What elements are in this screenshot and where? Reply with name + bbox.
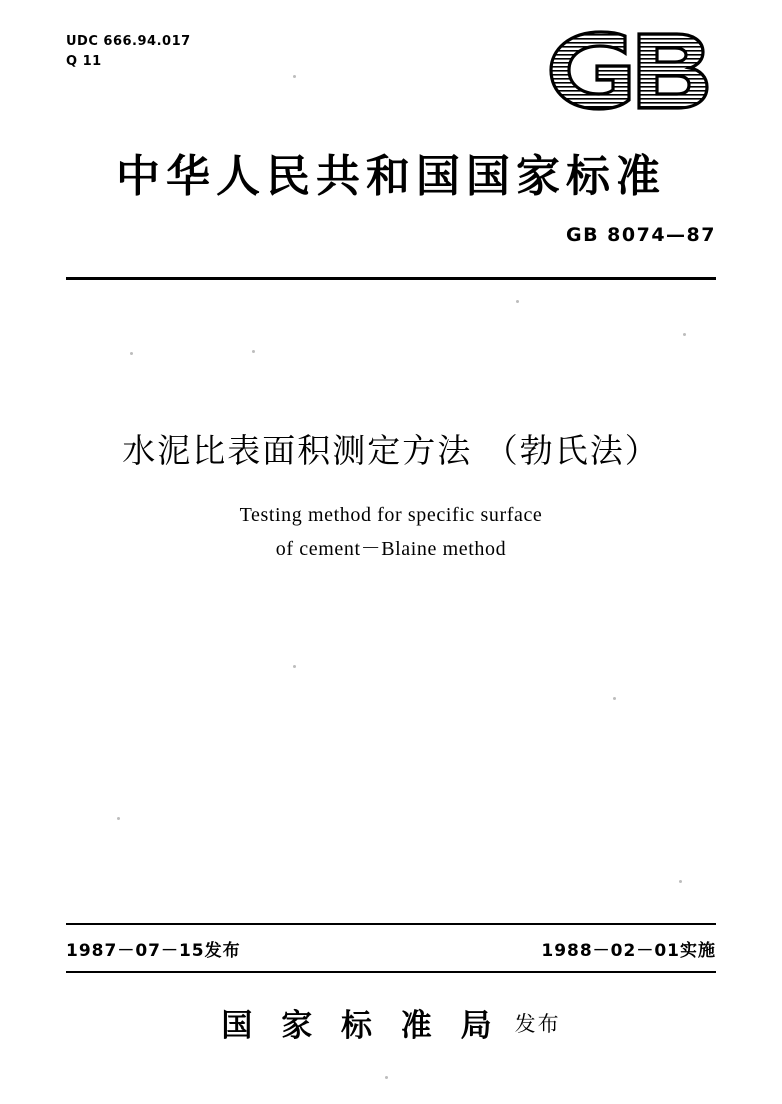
udc-code: UDC 666.94.017 (66, 34, 191, 49)
publisher-line (0, 1000, 782, 1045)
scan-speck (516, 300, 519, 303)
scan-speck (683, 333, 686, 336)
document-title-en (0, 498, 782, 566)
document-title-en-line1: Testing method for specific surface (239, 504, 543, 526)
scan-speck (679, 880, 682, 883)
footer-divider-bottom (66, 971, 716, 973)
authority-title: 中华人民共和国国家标准 (116, 151, 666, 202)
header-divider (66, 277, 716, 280)
scan-speck (293, 665, 296, 668)
footer-divider-top (66, 923, 716, 925)
scan-speck (130, 352, 133, 355)
document-title-cn: 水泥比表面积测定方法 （勃氏法） (122, 431, 660, 470)
issue-date: 1987－07－15发布 (66, 941, 241, 961)
publisher-verb: 发布 (514, 1011, 561, 1036)
scan-speck (117, 817, 120, 820)
scan-speck (613, 697, 616, 700)
document-title-en-line2: of cement－Blaine method (275, 538, 507, 560)
effective-date: 1988－02－01实施 (541, 941, 716, 961)
publisher-organization: 国 家 标 准 局 (221, 1008, 501, 1044)
scan-speck (293, 75, 296, 78)
scan-speck (385, 1076, 388, 1079)
scan-speck (252, 350, 255, 353)
classification-code: Q 11 (66, 54, 102, 70)
gb-emblem-icon (541, 26, 716, 114)
standard-number: GB 8074—87 (565, 224, 716, 246)
udc-block (66, 32, 191, 72)
